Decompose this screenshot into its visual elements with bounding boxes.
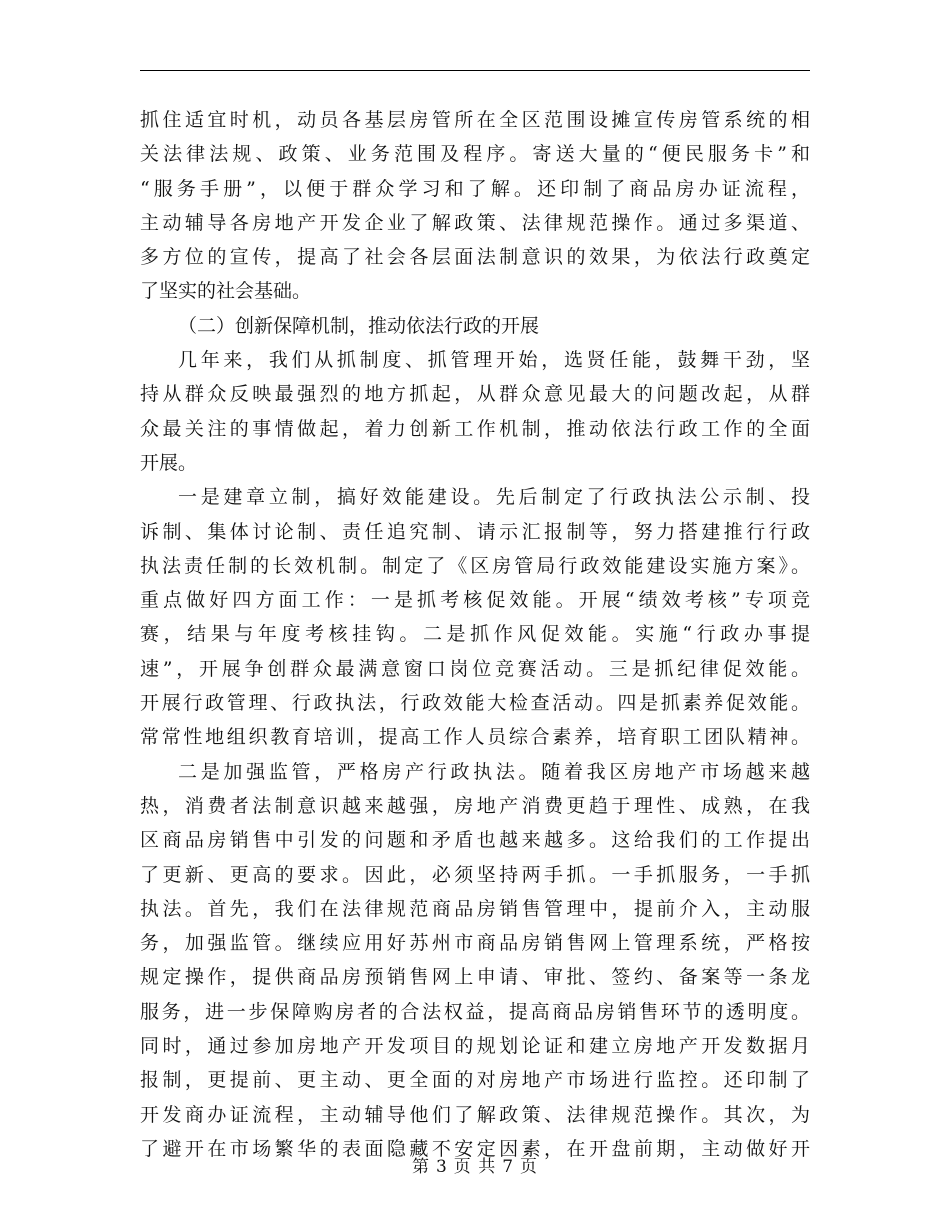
text-line: 诉制、集体讨论制、责任追究制、请示汇报制等，努力搭建推行行政 (140, 520, 810, 543)
header-rule (140, 70, 810, 71)
page-footer (0, 1152, 950, 1177)
text-line: 开展。 (140, 451, 198, 474)
text-line: 开展行政管理、行政执法，行政效能大检查活动。四是抓素养促效能。 (140, 692, 810, 715)
body-text (140, 103, 810, 1166)
text-line: 热，消费者法制意识越来越强，房地产消费更趋于理性、成熟，在我 (140, 794, 810, 817)
text-line: 了更新、更高的要求。因此，必须坚持两手抓。一手抓服务，一手抓 (140, 863, 810, 886)
text-line: （二）创新保障机制，推动依法行政的开展 (178, 314, 540, 337)
text-line: 了坚实的社会基础。 (140, 280, 312, 303)
text-line: 了避开在市场繁华的表面隐藏不安定因素，在开盘前期，主动做好开 (140, 1137, 810, 1160)
footer-suffix: 页 (520, 1157, 539, 1177)
text-line: 重点做好四方面工作：一是抓考核促效能。开展“绩效考核”专项竞 (140, 589, 810, 612)
text-line: 区商品房销售中引发的问题和矛盾也越来越多。这给我们的工作提出 (140, 829, 810, 852)
footer-total-pages: 7 (502, 1157, 515, 1177)
text-line: 执法责任制的长效机制。制定了《区房管局行政效能建设实施方案》。 (140, 554, 810, 577)
text-line: 务，加强监管。继续应用好苏州市商品房销售网上管理系统，严格按 (140, 932, 810, 955)
text-line: 抓住适宜时机，动员各基层房管所在全区范围设摊宣传房管系统的相 (140, 109, 810, 131)
text-line: 报制，更提前、更主动、更全面的对房地产市场进行监控。还印制了 (140, 1069, 810, 1092)
text-line: 开发商办证流程，主动辅导他们了解政策、法律规范操作。其次，为 (140, 1103, 810, 1126)
text-line: 众最关注的事情做起，着力创新工作机制，推动依法行政工作的全面 (140, 417, 810, 440)
text-line: 服务，进一步保障购房者的合法权益，提高商品房销售环节的透明度。 (140, 1000, 810, 1023)
text-line: 同时，通过参加房地产开发项目的规划论证和建立房地产开发数据月 (140, 1035, 810, 1058)
footer-middle: 页 共 (453, 1157, 497, 1177)
text-line: 关法律法规、政策、业务范围及程序。寄送大量的“便民服务卡”和 (140, 143, 810, 166)
text-line: 赛，结果与年度考核挂钩。二是抓作风促效能。实施“行政办事提 (140, 623, 810, 646)
footer-prefix: 第 (411, 1157, 430, 1177)
text-line: 几年来，我们从抓制度、抓管理开始，选贤任能，鼓舞干劲，坚 (178, 349, 810, 372)
text-line: 二是加强监管，严格房产行政执法。随着我区房地产市场越来越 (178, 760, 810, 783)
text-line: 常常性地组织教育培训，提高工作人员综合素养，培育职工团队精神。 (140, 726, 810, 749)
text-line: 一是建章立制，搞好效能建设。先后制定了行政执法公示制、投 (178, 486, 810, 509)
footer-current-page: 3 (435, 1157, 448, 1177)
text-line: “服务手册”，以便于群众学习和了解。还印制了商品房办证流程， (140, 177, 810, 200)
text-line: 执法。首先，我们在法律规范商品房销售管理中，提前介入，主动服 (140, 897, 810, 920)
text-line: 主动辅导各房地产开发企业了解政策、法律规范操作。通过多渠道、 (140, 211, 810, 234)
text-line: 速”，开展争创群众最满意窗口岗位竞赛活动。三是抓纪律促效能。 (140, 657, 810, 680)
text-line: 多方位的宣传，提高了社会各层面法制意识的效果，为依法行政奠定 (140, 246, 810, 269)
text-line: 持从群众反映最强烈的地方抓起，从群众意见最大的问题改起，从群 (140, 383, 810, 406)
text-line: 规定操作，提供商品房预销售网上申请、审批、签约、备案等一条龙 (140, 966, 810, 989)
